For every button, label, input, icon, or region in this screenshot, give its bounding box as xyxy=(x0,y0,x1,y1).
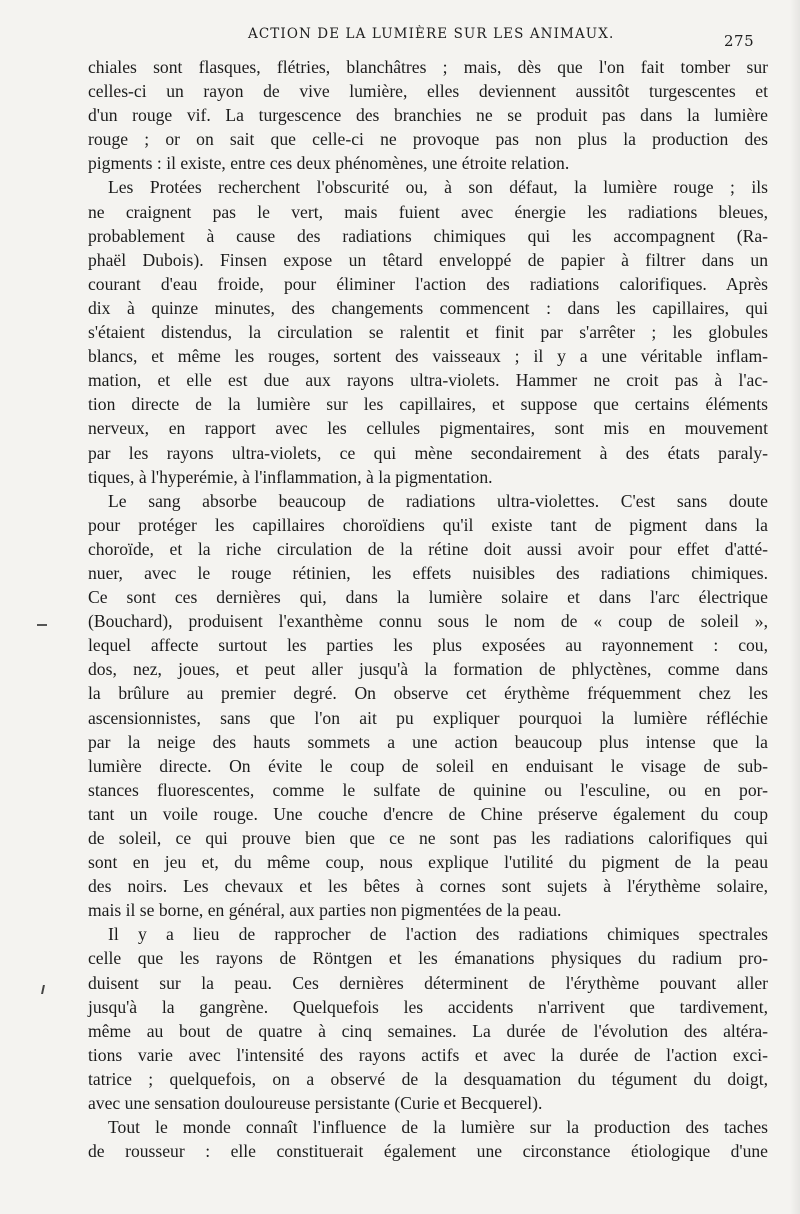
text-line: stances fluorescentes, comme le sulfate de quinine ou l'esculine, ou en por- xyxy=(88,779,768,800)
text-line: Le sang absorbe beaucoup de radiations ultra-violettes. C'est sans doute xyxy=(108,490,768,511)
text-line: jusqu'à la gangrène. Quelquefois les accidents n'arrivent que tardivement, xyxy=(88,996,768,1017)
text-line: lumière directe. On évite le coup de soleil en enduisant le visage de sub- xyxy=(88,755,768,776)
text-line: (Bouchard), produisent l'exanthème connu sous le nom de « coup de soleil », xyxy=(88,611,768,632)
text-line: d'un rouge vif. La turgescence des branchies ne se produit pas dans la lumière xyxy=(88,105,768,126)
paragraph xyxy=(88,922,768,1115)
text-line: avec une sensation douloureuse persistante (Curie et Becquerel). xyxy=(88,1093,543,1114)
text-line: des noirs. Les chevaux et les bêtes à cornes sont sujets à l'érythème solaire, xyxy=(88,876,768,897)
text-line: pour protéger les capillaires choroïdiens qu'il existe tant de pigment dans la xyxy=(88,514,768,535)
text-line: Tout le monde connaît l'influence de la lumière sur la production des taches xyxy=(108,1117,768,1138)
text-line: dix à quinze minutes, des changements commencent : dans les capillaires, qui xyxy=(88,297,768,318)
text-line: même au bout de quatre à cinq semaines. La durée de l'évolution des altéra- xyxy=(88,1020,768,1041)
text-line: de soleil, ce qui prouve bien que ce ne sont pas les radiations calorifiques qui xyxy=(88,828,768,848)
text-line: mais il se borne, en général, aux parties non pigmentées de la peau. xyxy=(88,900,562,921)
page-edge-shadow xyxy=(790,0,800,1214)
text-line: tion directe de la lumière sur les capillaires, et suppose que certains éléments xyxy=(88,394,768,415)
text-line: tatrice ; quelquefois, on a observé de la desquamation du tégument du doigt, xyxy=(88,1068,768,1089)
paragraph xyxy=(88,489,768,923)
text-line: choroïde, et la riche circulation de la rétine doit aussi avoir pour effet d'atté- xyxy=(88,538,768,559)
page-header xyxy=(0,22,800,52)
text-line: ne craignent pas le vert, mais fuient avec énergie les radiations bleues, xyxy=(88,201,768,222)
body-text xyxy=(88,55,768,1163)
text-line: Il y a lieu de rapprocher de l'action des radiations chimiques spectrales xyxy=(108,924,768,945)
text-line: pigments : il existe, entre ces deux phénomènes, une étroite relation. xyxy=(88,153,570,174)
text-line: celles-ci un rayon de vive lumière, elles deviennent aussitôt turgescentes et xyxy=(88,81,768,102)
page-number: 275 xyxy=(724,32,755,50)
text-line: courant d'eau froide, pour éliminer l'action des radiations calorifiques. Après xyxy=(88,273,768,294)
text-line: par les rayons ultra-violets, ce qui mène secondairement à des états paraly- xyxy=(88,442,768,463)
text-line: s'étaient distendus, la circulation se ralentit et finit par s'arrêter ; les globules xyxy=(88,322,768,343)
text-line: chiales sont flasques, flétries, blanchâtres ; mais, dès que l'on fait tomber sur xyxy=(88,57,768,77)
text-line: rouge ; or on sait que celle-ci ne provoque pas non plus la production des xyxy=(88,129,768,150)
text-line: celle que les rayons de Röntgen et les émanations physiques du radium pro- xyxy=(88,948,768,969)
paragraph xyxy=(88,1115,768,1163)
text-line: tiques, à l'hyperémie, à l'inflammation, à la pigmentation. xyxy=(88,466,493,487)
text-line: ascensionnistes, sans que l'on ait pu expliquer pourquoi la lumière réfléchie xyxy=(88,707,768,728)
text-line: nuer, avec le rouge rétinien, les effets nuisibles des radiations chimiques. xyxy=(88,562,768,583)
text-line: tant un voile rouge. Une couche d'encre de Chine préserve également du coup xyxy=(88,803,768,824)
text-line: probablement à cause des radiations chimiques qui les accompagnent (Ra- xyxy=(88,225,768,246)
text-line: dos, nez, joues, et peut aller jusqu'à la formation de phlyctènes, comme dans xyxy=(88,659,768,680)
text-line: Ce sont ces dernières qui, dans la lumière solaire et dans l'arc électrique xyxy=(88,587,768,608)
text-line: nerveux, en rapport avec les cellules pigmentaires, sont mis en mouvement xyxy=(88,418,768,439)
text-line: duisent sur la peau. Ces dernières déterminent de l'érythème pouvant aller xyxy=(88,972,768,993)
text-line: de rousseur : elle constituerait également une circonstance étiologique d'une xyxy=(88,1141,768,1162)
paragraph xyxy=(88,175,768,488)
text-line: tions varie avec l'intensité des rayons actifs et avec la durée de l'action exci- xyxy=(88,1044,768,1065)
text-line: Les Protées recherchent l'obscurité ou, à son défaut, la lumière rouge ; ils xyxy=(108,177,768,198)
margin-tick-mark xyxy=(41,985,45,994)
paragraph xyxy=(88,55,768,175)
margin-dash-mark xyxy=(37,624,47,626)
text-line: phaël Dubois). Finsen expose un têtard enveloppé de papier à filtrer dans un xyxy=(88,249,768,270)
text-line: mation, et elle est due aux rayons ultra-violets. Hammer ne croit pas à l'ac- xyxy=(88,370,768,391)
running-title: ACTION DE LA LUMIÈRE SUR LES ANIMAUX. xyxy=(248,26,615,42)
text-line: la brûlure au premier degré. On observe cet érythème fréquemment chez les xyxy=(88,683,768,704)
text-line: sont en jeu et, du même coup, nous explique l'utilité du pigment de la peau xyxy=(88,852,768,873)
text-line: lequel affecte surtout les parties les plus exposées au rayonnement : cou, xyxy=(88,635,768,656)
text-line: par la neige des hauts sommets a une action beaucoup plus intense que la xyxy=(88,731,768,752)
text-line: blancs, et même les rouges, sortent des vaisseaux ; il y a une véritable inflam- xyxy=(88,346,768,367)
